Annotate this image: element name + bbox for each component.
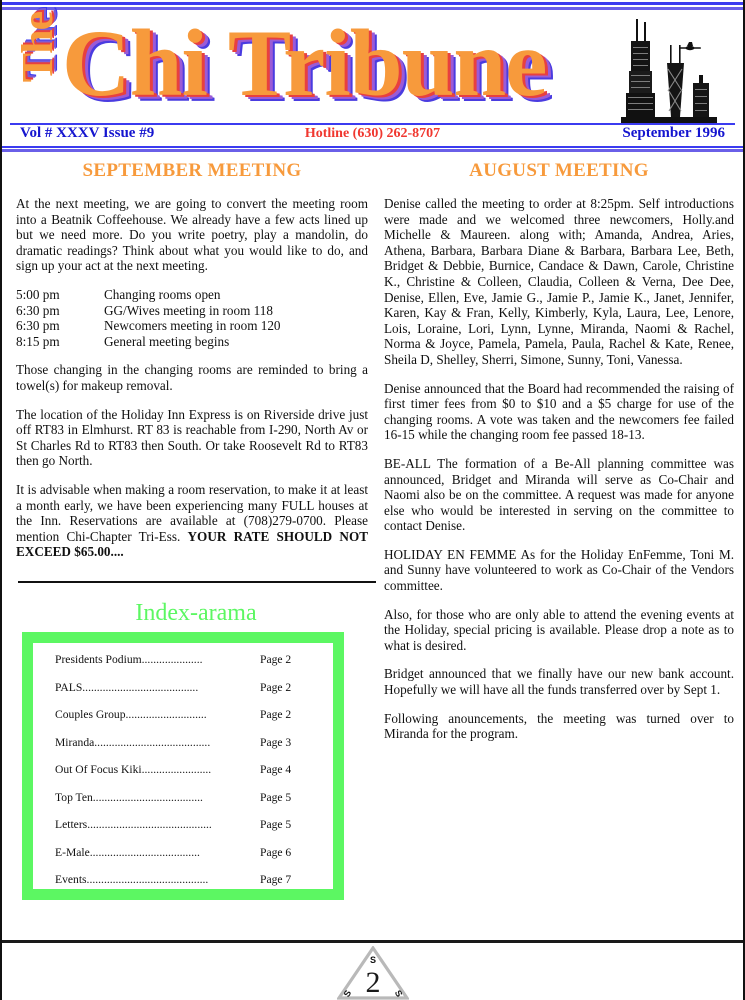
paragraph-location: The location of the Holiday Inn Express is on Riverside drive just off RT83 in Elmhurst. RT 83 is reachable from I-290, North Av or St Charles Rd to RT83 then South. Or take Roosevelt Rd to RT83 then go North. bbox=[16, 406, 368, 469]
chicago-skyline-icon bbox=[617, 17, 725, 129]
schedule-time: 6:30 pm bbox=[16, 302, 60, 318]
index-entry-name: Letters........................................... bbox=[55, 818, 212, 831]
reservation-rate-notice: YOUR RATE SHOULD NOT EXCEED $65.00.... bbox=[16, 528, 368, 560]
index-entry-name: Events.......................................... bbox=[55, 873, 209, 886]
reservation-text: It is advisable when making a room reservation, to make it at least a month early, we have been experiencing many FULL houses at the Inn. Reservations are available at (708)279-0700. Please mention Chi-Chapter Tri-Ess. bbox=[16, 481, 368, 544]
issue-date-label: September 1996 bbox=[622, 125, 725, 141]
schedule-row bbox=[16, 287, 368, 303]
index-entry-page: Page 5 bbox=[260, 818, 292, 831]
masthead bbox=[2, 11, 743, 121]
schedule-description: Newcomers meeting in room 120 bbox=[104, 318, 281, 334]
paragraph-be-all: BE-ALL The formation of a Be-All planning committee was announced, Bridget and Miranda will serve as Co-Chair and Naomi also be on the committee. A request was made for anyone else who would be interested in serving on the committee to contact Denise. bbox=[384, 455, 734, 534]
infobar-rule-bottom-blue bbox=[2, 146, 743, 148]
schedule-time: 6:30 pm bbox=[16, 318, 60, 334]
logo-letter-top: S bbox=[369, 955, 376, 965]
paragraph-closing: Following anouncements, the meeting was turned over to Miranda for the program. bbox=[384, 710, 734, 742]
index-row[interactable] bbox=[55, 846, 317, 859]
schedule-description: GG/Wives meeting in room 118 bbox=[104, 302, 273, 318]
index-entry-name: Presidents Podium..................... bbox=[55, 653, 203, 666]
index-entry-page: Page 4 bbox=[260, 763, 292, 776]
paragraph-attendance-roll: Denise called the meeting to order at 8:25pm. Self introductions were made and we welcomed three newcomers, Holly.and Michelle & Maureen. along with; Amanda, Andrea, Aries, Athena, Barbara, Barbara Diane & Barbara, Barbara Lee, Beth, Bridget & Debbie, Burnice, Candace & Dawn, Carole, Christine K., Christine & Colleen, Claudia, Colleen & Verna, Dee Dee, Denise, Ellen, Eve, Jamie G., Jamie P., Jamie K., Janet, Jennifer, Karen, Kay & Fran, Kelly, Kimberly, Kyla, Laura, Lee, Lenore, Lois, Loraine, Lori, Lynn, Lynne, Miranda, Naomi & Rachel, Norma & Joyce, Pamela, Pamela, Paula, Rachel & Kate, Renee, Sheila D, Shelley, Sherri, Simone, Sunny, Toni, Vanessa. bbox=[384, 196, 734, 367]
schedule-time: 5:00 pm bbox=[16, 286, 60, 302]
meeting-schedule-list bbox=[16, 287, 368, 349]
index-row[interactable] bbox=[55, 708, 317, 721]
schedule-row bbox=[16, 303, 368, 319]
index-entry-name: E-Male...................................... bbox=[55, 845, 200, 859]
schedule-time: 8:15 pm bbox=[16, 333, 60, 349]
index-entry-name: Out Of Focus Kiki........................ bbox=[55, 763, 212, 776]
paragraph-holiday-en-femme: HOLIDAY EN FEMME As for the Holiday EnFemme, Toni M. and Sunny have volunteered to work as Co-Chair of the Vendors committee. bbox=[384, 546, 734, 594]
index-entry-name: Miranda........................................ bbox=[55, 735, 211, 749]
index-entry-name: Couples Group............................ bbox=[55, 708, 207, 721]
paragraph-reservations bbox=[16, 482, 368, 560]
paragraph-fees-vote: Denise announced that the Board had recommended the raising of first timer fees from $0 to $10 and a $5 charge for use of the changing rooms. A vote was taken and the newcomers fee failed 16-15 while the changing room fee passed 18-13. bbox=[384, 380, 734, 443]
infobar-rule-bottom-violet bbox=[2, 149, 743, 152]
index-entry-page: Page 3 bbox=[260, 735, 292, 749]
index-row[interactable] bbox=[55, 873, 317, 886]
index-row[interactable] bbox=[55, 736, 317, 749]
article-columns bbox=[2, 160, 743, 1000]
schedule-description: Changing rooms open bbox=[104, 286, 221, 302]
schedule-row bbox=[16, 318, 368, 334]
hotline-label: Hotline (630) 262-8707 bbox=[304, 126, 441, 141]
volume-issue-label: Vol # XXXV Issue #9 bbox=[20, 125, 155, 141]
index-entry-name: Top Ten...................................... bbox=[55, 790, 203, 804]
paragraph-towels: Those changing in the changing rooms are reminded to bring a towel(s) for makeup removal. bbox=[16, 362, 368, 393]
index-divider-rule bbox=[18, 581, 376, 583]
index-box bbox=[22, 632, 344, 900]
top-rule-blue bbox=[2, 2, 743, 5]
masthead-title: Chi Tribune bbox=[62, 10, 547, 116]
index-row[interactable] bbox=[55, 681, 317, 694]
tri-ess-triangle-logo bbox=[337, 946, 409, 1000]
left-column bbox=[16, 160, 368, 886]
index-row[interactable] bbox=[55, 818, 317, 831]
airplane-icon bbox=[679, 42, 701, 50]
paragraph-bank-account: Bridget announced that we finally have our new bank account. Hopefully we will have all the funds transferred over by Sept 1. bbox=[384, 666, 734, 698]
logo-letter-left: S bbox=[341, 988, 353, 999]
right-column bbox=[384, 160, 734, 742]
issue-info-bar bbox=[2, 123, 743, 145]
index-entry-page: Page 2 bbox=[260, 653, 292, 666]
paragraph-evening-pricing: Also, for those who are only able to attend the evening events at the Holiday, special pricing is available. Please drop a note as to what is desired. bbox=[384, 606, 734, 653]
masthead-the-word: The bbox=[13, 11, 62, 83]
section-heading-september-meeting: SEPTEMBER MEETING bbox=[82, 160, 302, 181]
index-row[interactable] bbox=[55, 791, 317, 804]
logo-letter-right: S bbox=[392, 988, 404, 999]
index-row[interactable] bbox=[55, 653, 317, 666]
index-entry-name: PALS........................................ bbox=[55, 680, 199, 694]
schedule-row bbox=[16, 334, 368, 350]
section-heading-august-meeting: AUGUST MEETING bbox=[469, 160, 649, 181]
index-entry-page: Page 5 bbox=[260, 790, 292, 804]
paragraph-september-intro: At the next meeting, we are going to convert the meeting room into a Beatnik Coffeehouse. We already have a few acts lined up but we need more. Do you write poetry, play a mandolin, do dramatic readings? Think about what you would like to do, and sign up your act at the next meeting. bbox=[16, 196, 368, 274]
logo-numeral: 2 bbox=[365, 966, 380, 999]
index-title: Index-arama bbox=[135, 600, 257, 626]
index-entry-page: Page 2 bbox=[260, 680, 292, 694]
index-entry-page: Page 7 bbox=[260, 873, 292, 886]
index-entry-page: Page 2 bbox=[260, 708, 292, 721]
index-entry-page: Page 6 bbox=[260, 845, 292, 859]
schedule-description: General meeting begins bbox=[104, 333, 230, 349]
footer-rule bbox=[2, 940, 743, 943]
index-row[interactable] bbox=[55, 763, 317, 776]
